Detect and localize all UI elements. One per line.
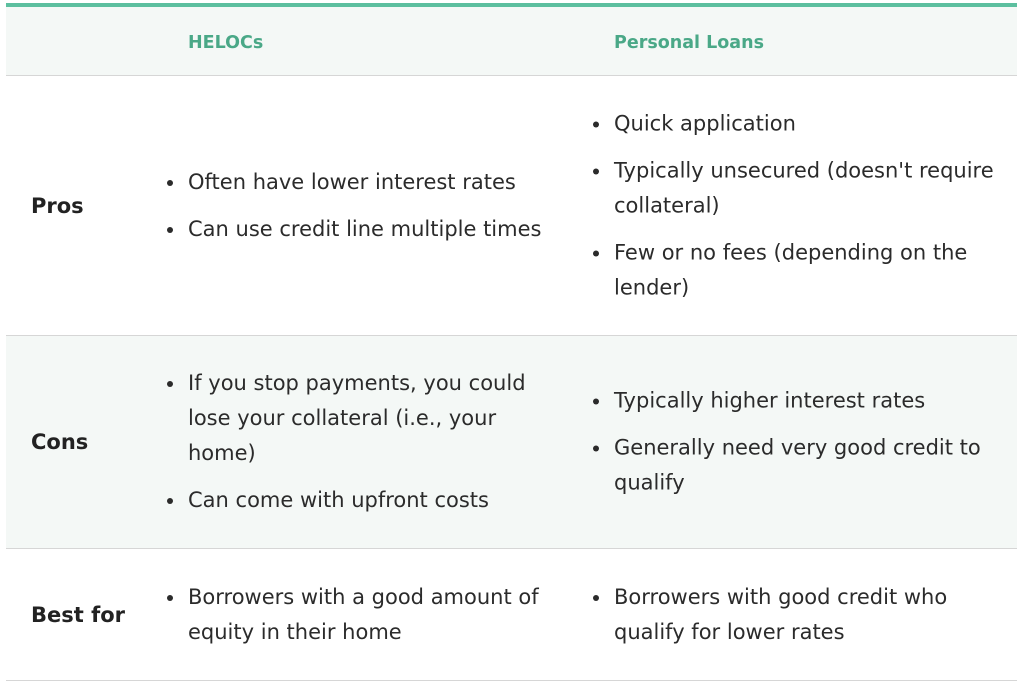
- pros-personal-loans-list: [584, 106, 994, 305]
- best-for-personal-loans-cell: [584, 580, 994, 650]
- list-item: Typically higher interest rates: [584, 384, 994, 419]
- list-item: Often have lower interest rates: [158, 165, 568, 200]
- cons-personal-loans-list: [584, 384, 994, 501]
- column-header-personal-loans: Personal Loans: [614, 33, 764, 53]
- cons-helocs-cell: [158, 366, 568, 518]
- list-item: Generally need very good credit to qualify: [584, 431, 994, 501]
- list-item: If you stop payments, you could lose your collateral (i.e., your home): [158, 366, 568, 471]
- cons-personal-loans-cell: [584, 384, 994, 501]
- column-header-helocs: HELOCs: [188, 33, 264, 53]
- best-for-helocs-list: [158, 580, 568, 650]
- table-header-row: [6, 7, 1017, 76]
- list-item: Borrowers with good credit who qualify for lower rates: [584, 580, 994, 650]
- table-row-best-for: [6, 549, 1017, 681]
- list-item: Can use credit line multiple times: [158, 212, 568, 247]
- row-label-cons: Cons: [31, 430, 89, 454]
- cons-helocs-list: [158, 366, 568, 518]
- table-row-pros: [6, 76, 1017, 336]
- list-item: Can come with upfront costs: [158, 483, 568, 518]
- pros-personal-loans-cell: [584, 106, 994, 305]
- list-item: Typically unsecured (doesn't require collateral): [584, 153, 994, 223]
- row-label-pros: Pros: [31, 193, 84, 218]
- pros-helocs-list: [158, 165, 568, 247]
- list-item: Few or no fees (depending on the lender): [584, 235, 994, 305]
- pros-helocs-cell: [158, 165, 568, 247]
- table-row-cons: [6, 336, 1017, 549]
- list-item: Borrowers with a good amount of equity in their home: [158, 580, 568, 650]
- best-for-helocs-cell: [158, 580, 568, 650]
- comparison-table: [6, 3, 1017, 681]
- best-for-personal-loans-list: [584, 580, 994, 650]
- list-item: Quick application: [584, 106, 994, 141]
- row-label-best-for: Best for: [31, 602, 126, 627]
